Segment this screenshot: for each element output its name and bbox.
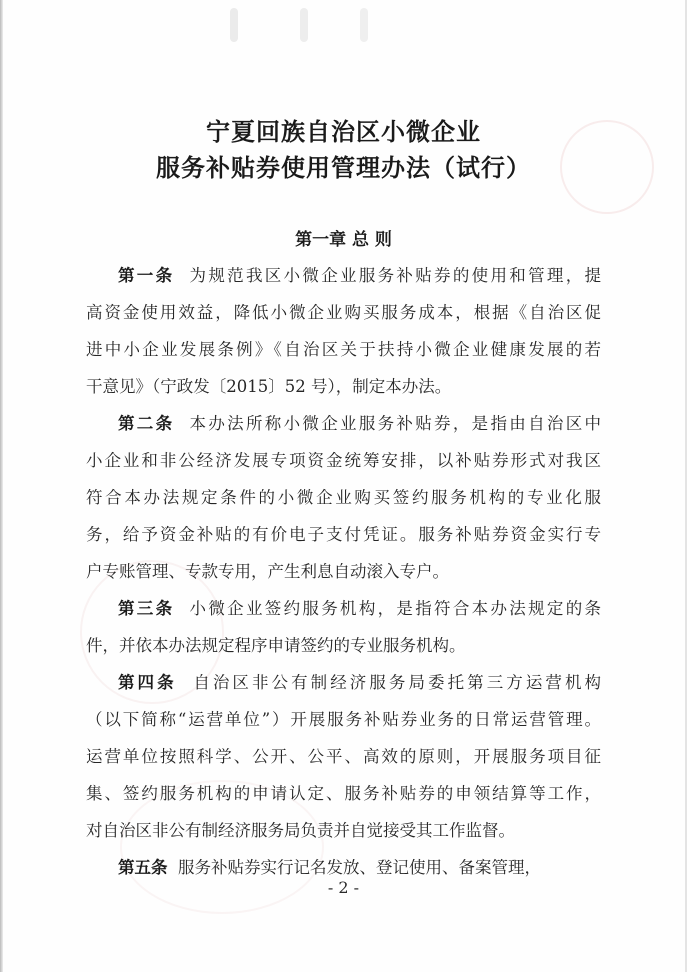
article-lead: 第四条	[118, 673, 177, 692]
article-line: 务，给予资金补贴的有价电子支付凭证。服务补贴券资金实行专	[86, 525, 601, 544]
document-title-line-1: 宁夏回族自治区小微企业	[206, 118, 481, 146]
article-line	[118, 669, 601, 693]
article-line	[118, 410, 601, 434]
article-line: 集、签约服务机构的申请认定、服务补贴券的申领结算等工作，	[86, 784, 601, 803]
article-line: 干意见》（宁政发〔2015〕52 号），制定本办法。	[86, 377, 452, 396]
article-line: 户专账管理、专款专用，产生利息自动滚入专户。	[86, 562, 449, 581]
article-line: 符合本办法规定条件的小微企业购买签约服务机构的专业化服	[86, 488, 601, 507]
article-line: 对自治区非公有制经济服务局负责并自觉接受其工作监督。	[86, 821, 515, 840]
document-title-line-2: 服务补贴券使用管理办法（试行）	[156, 154, 531, 182]
article-lead: 第五条	[118, 858, 168, 877]
article-lead: 第三条	[118, 599, 175, 618]
article-lead: 第二条	[118, 414, 175, 433]
article-text: 服务补贴券实行记名发放、登记使用、备案管理，	[178, 858, 541, 877]
bleed-through-mark	[230, 8, 238, 42]
page-number: - 2 -	[327, 878, 360, 897]
article-text: 本办法所称小微企业服务补贴券，是指由自治区中	[189, 414, 602, 433]
bleed-through-mark	[360, 8, 368, 42]
article-text: 小微企业签约服务机构，是指符合本办法规定的条	[189, 599, 602, 618]
article-line: 件，并依本办法规定程序申请签约的专业服务机构。	[86, 636, 466, 655]
article-line: 运营单位按照科学、公开、公平、高效的原则，开展服务项目征	[86, 747, 601, 766]
article-line	[118, 595, 601, 619]
article-line	[118, 262, 601, 286]
article-text: 为规范我区小微企业服务补贴券的使用和管理，提	[189, 266, 602, 285]
chapter-heading: 第一章 总 则	[295, 230, 392, 250]
article-lead: 第一条	[118, 266, 175, 285]
article-text: 自治区非公有制经济服务局委托第三方运营机构	[193, 673, 602, 692]
article-line: 进中小企业发展条例》《自治区关于扶持小微企业健康发展的若	[86, 340, 601, 359]
article-line: 小企业和非公经济发展专项资金统筹安排，以补贴券形式对我区	[86, 451, 601, 470]
article-line: 高资金使用效益，降低小微企业购买服务成本，根据《自治区促	[86, 303, 601, 322]
article-line: （以下简称“运营单位”）开展服务补贴券业务的日常运营管理。	[86, 710, 601, 729]
article-line	[118, 854, 597, 878]
bleed-through-mark	[300, 8, 308, 42]
